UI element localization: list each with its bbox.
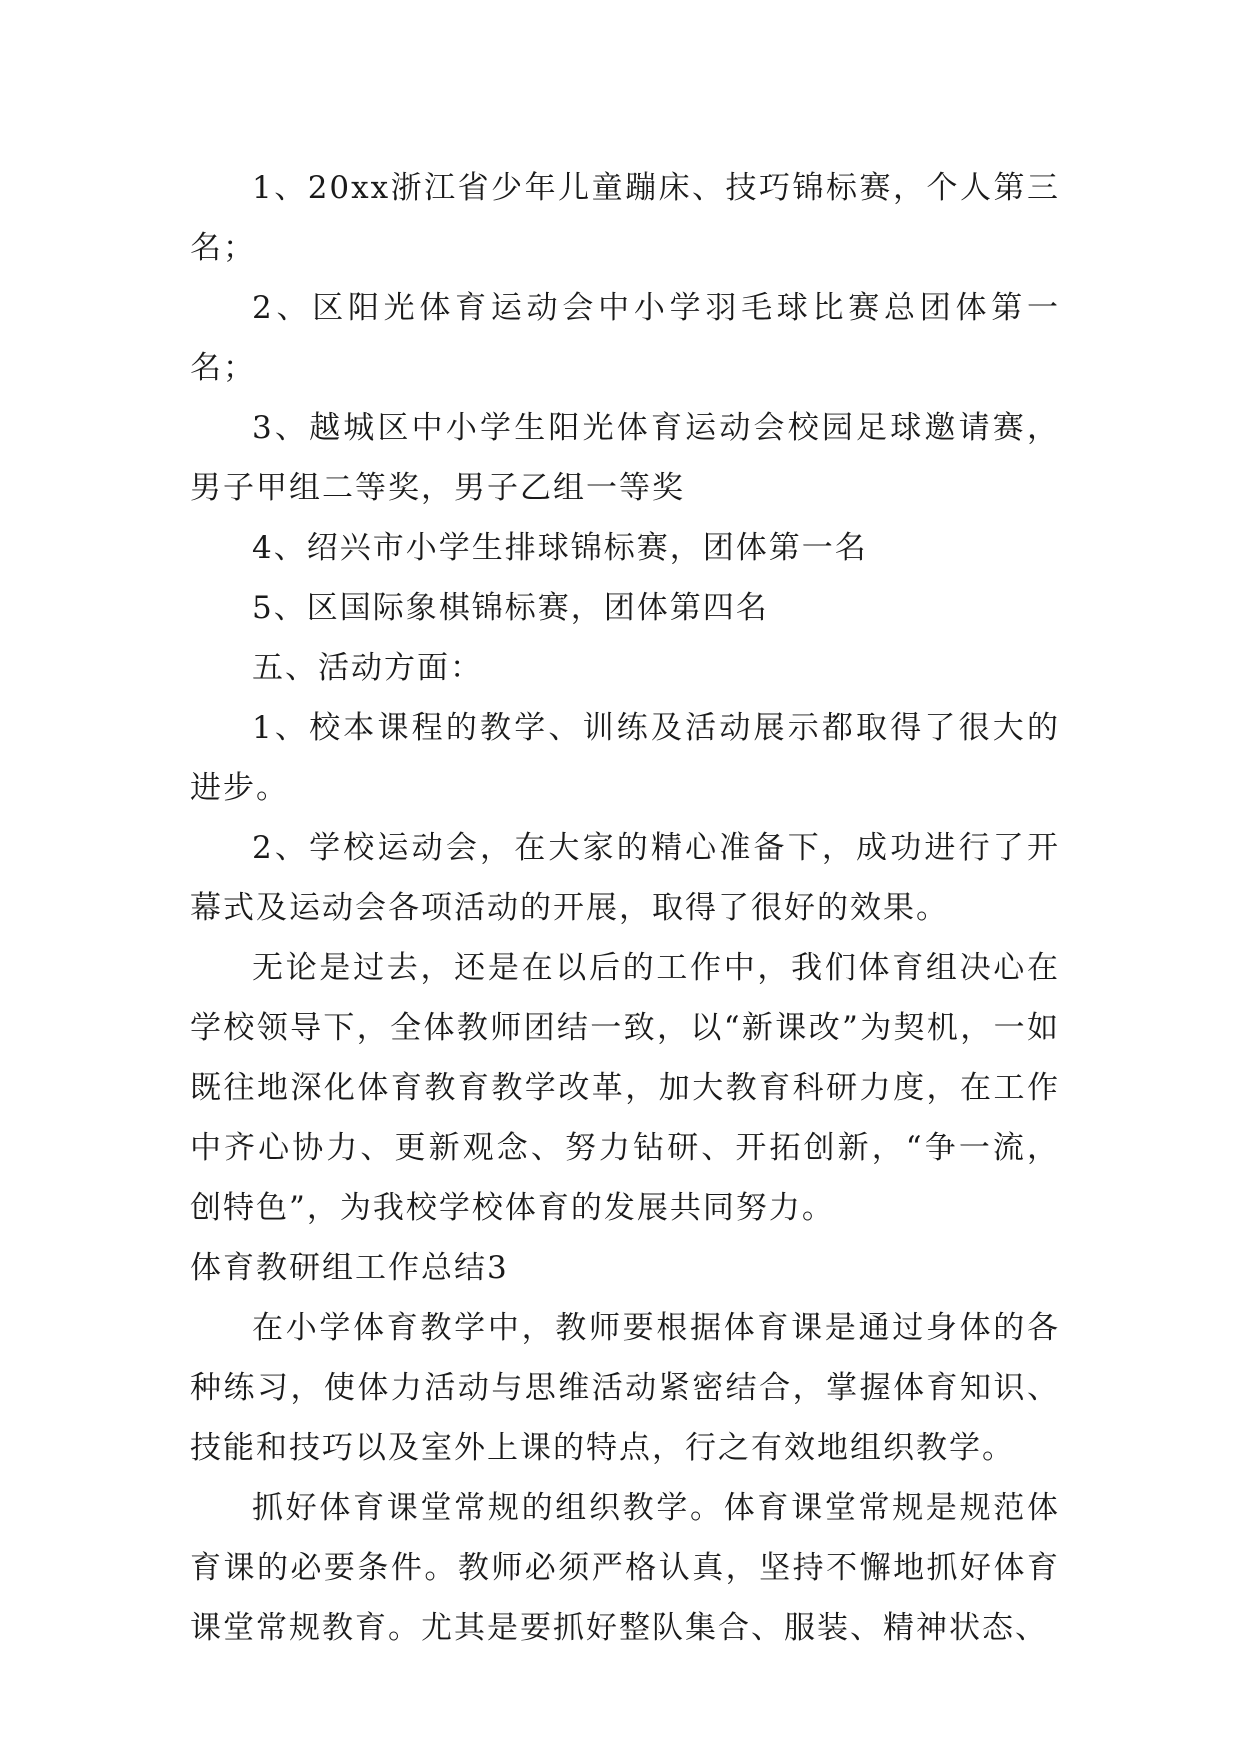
document-heading: 体育教研组工作总结3 [190,1250,509,1286]
paragraph-award-4: 4、绍兴市小学生排球锦标赛，团体第一名 [252,530,868,566]
section-heading-activities: 五、活动方面： [252,650,483,686]
paragraph-award-3: 3、越城区中小学生阳光体育运动会校园足球邀请赛，男子甲组二等奖，男子乙组一等奖 [190,410,1060,506]
paragraph-award-1: 1、20xx浙江省少年儿童蹦床、技巧锦标赛，个人第三名； [190,170,1060,266]
document-page [190,158,1060,1658]
paragraph-conclusion: 无论是过去，还是在以后的工作中，我们体育组决心在学校领导下，全体教师团结一致，以“新课改”为契机，一如既往地深化体育教育教学改革，加大教育科研力度，在工作中齐心协力、更新观念、努力钻研、开拓创新，“争一流，创特色”，为我校学校体育的发展共同努力。 [190,950,1060,1226]
paragraph-classroom-routine: 抓好体育课堂常规的组织教学。体育课堂常规是规范体育课的必要条件。教师必须严格认真，坚持不懈地抓好体育课堂常规教育。尤其是要抓好整队集合、服装、精神状态、 [190,1490,1060,1646]
paragraph-award-5: 5、区国际象棋锦标赛，团体第四名 [252,590,769,626]
paragraph-teaching-intro: 在小学体育教学中，教师要根据体育课是通过身体的各种练习，使体力活动与思维活动紧密结合，掌握体育知识、技能和技巧以及室外上课的特点，行之有效地组织教学。 [190,1310,1060,1466]
paragraph-activity-2: 2、学校运动会，在大家的精心准备下，成功进行了开幕式及运动会各项活动的开展，取得了很好的效果。 [190,830,1060,926]
paragraph-award-2: 2、区阳光体育运动会中小学羽毛球比赛总团体第一名； [190,290,1060,386]
paragraph-activity-1: 1、校本课程的教学、训练及活动展示都取得了很大的进步。 [190,710,1060,806]
